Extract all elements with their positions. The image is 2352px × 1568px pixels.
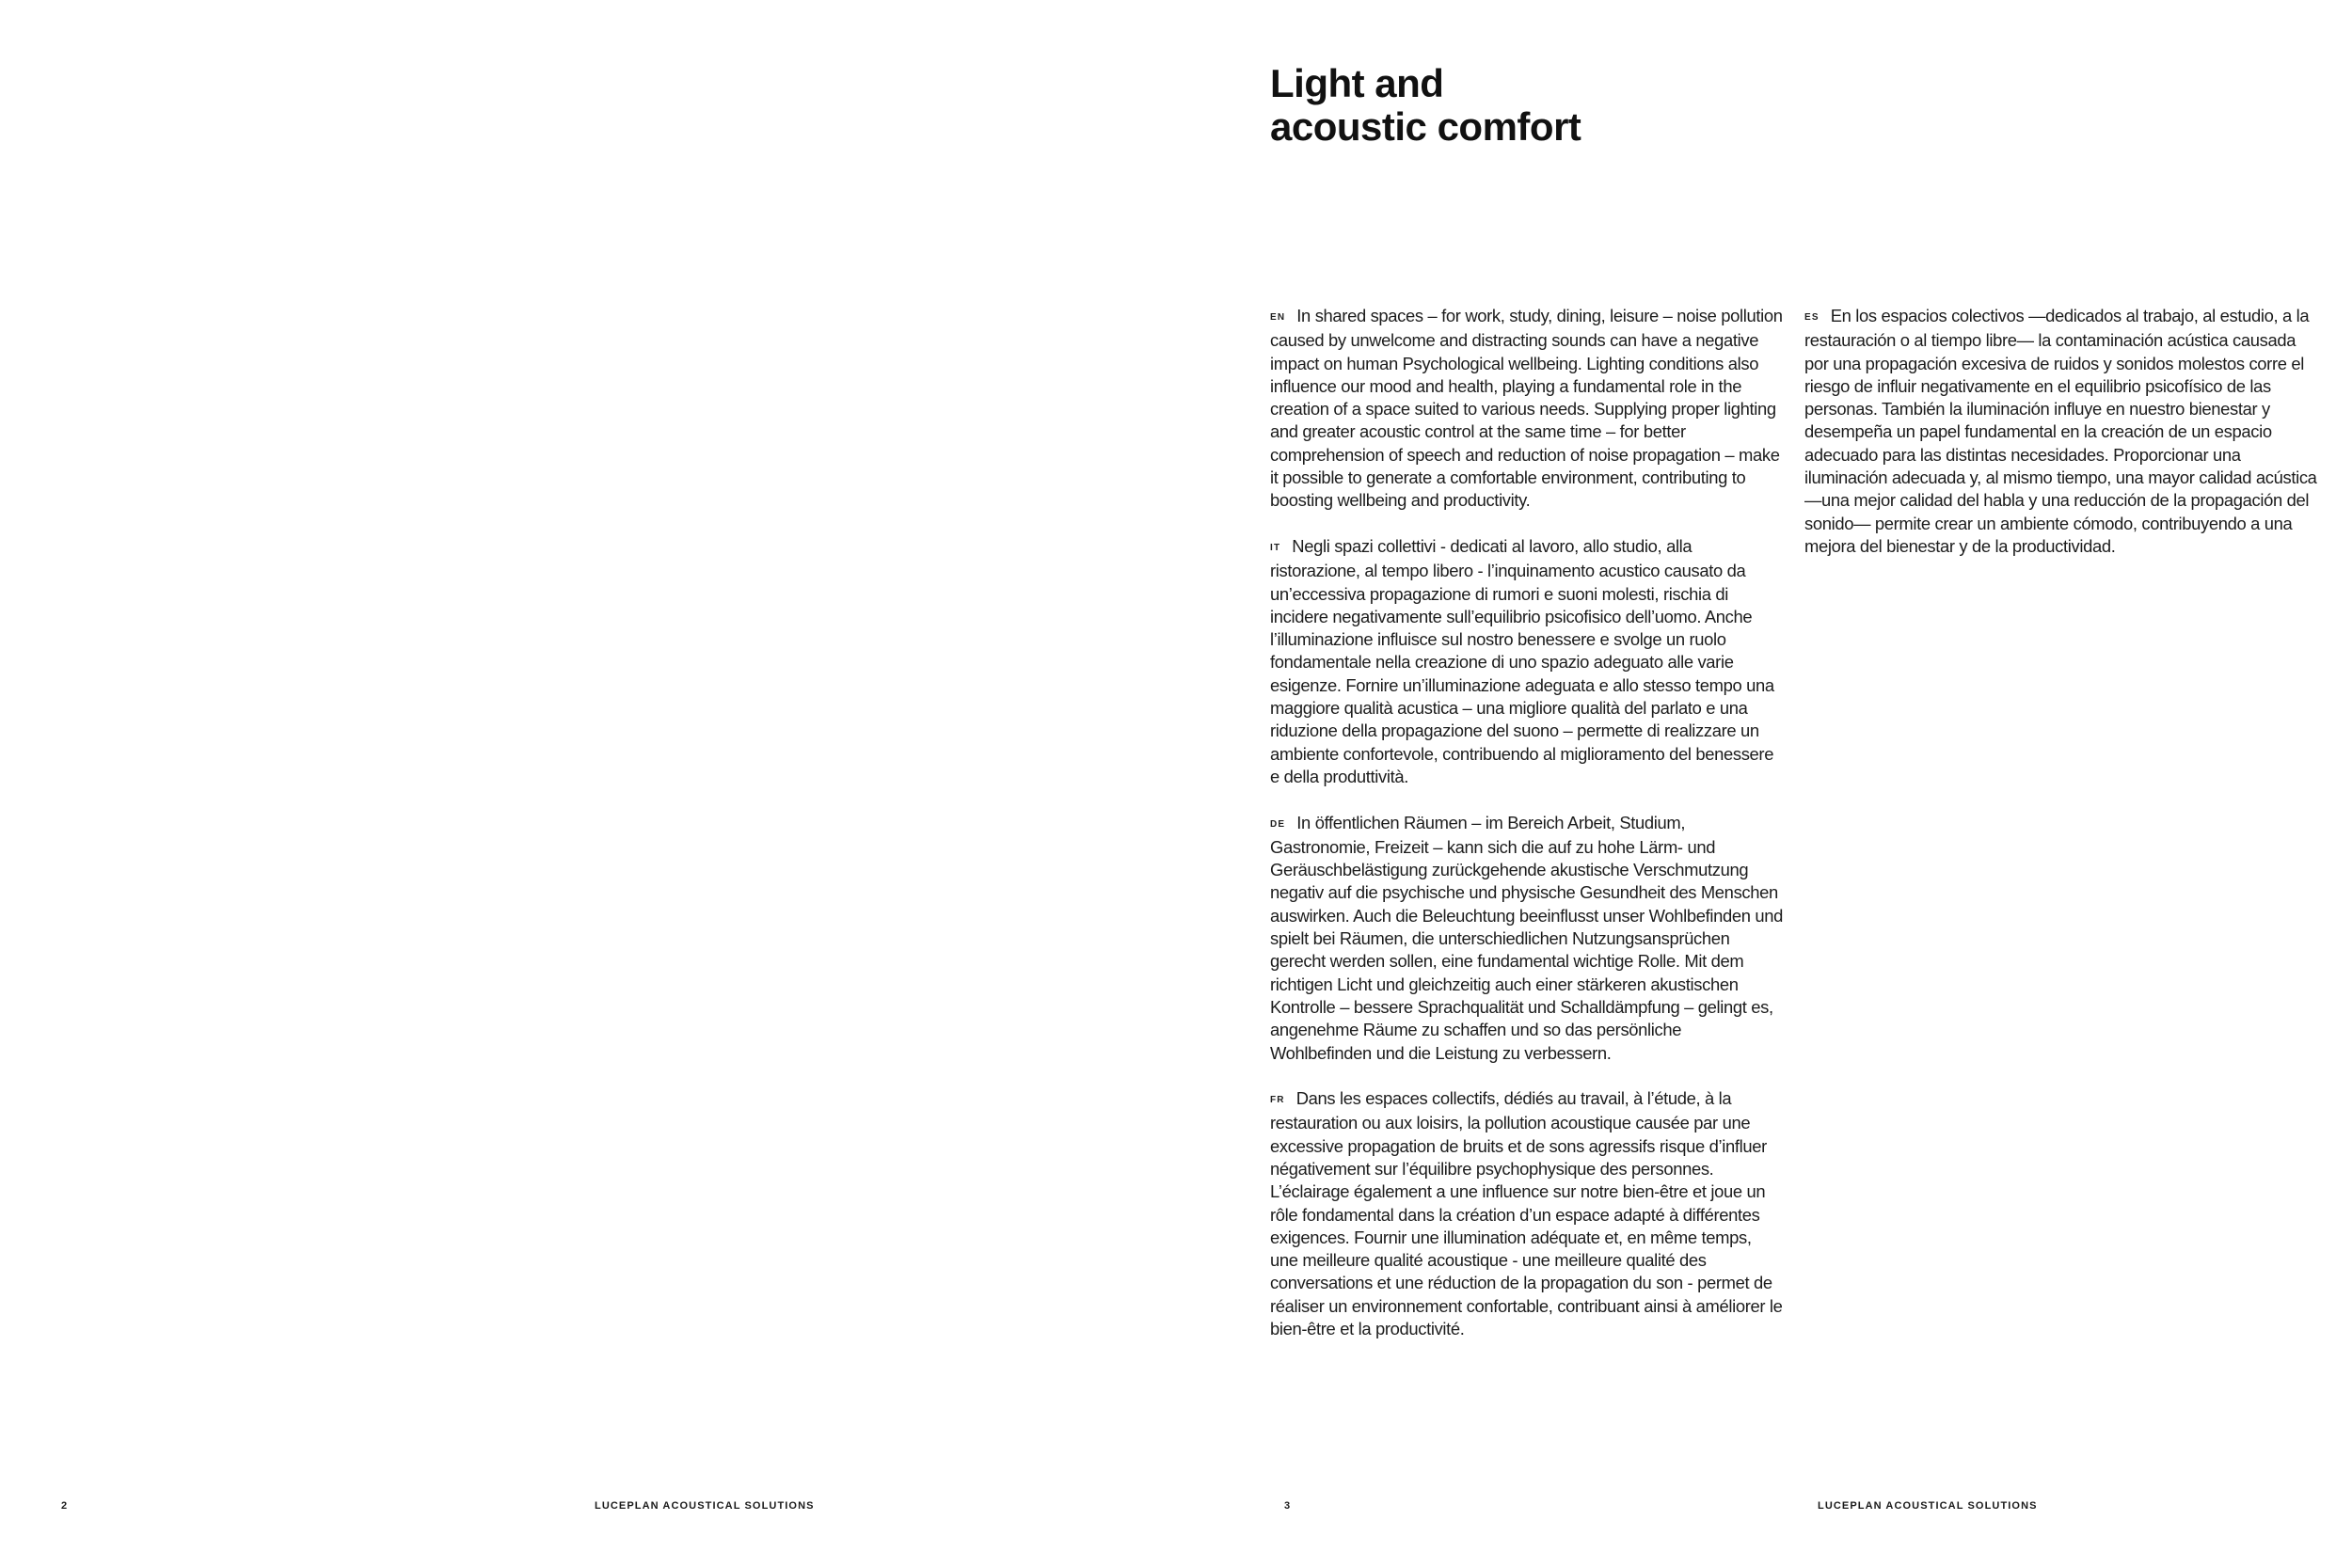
- section-en: [1270, 305, 1783, 513]
- title-line-2: acoustic comfort: [1270, 104, 1581, 149]
- footer-brand-left: LUCEPLAN ACOUSTICAL SOLUTIONS: [595, 1500, 815, 1512]
- section-de: [1270, 812, 1783, 1065]
- section-it: [1270, 535, 1783, 788]
- text-column-left: [1270, 305, 1783, 1364]
- section-de-text: In öffentlichen Räumen – im Bereich Arbeit, Studium, Gastronomie, Freizeit – kann sich die auf zu hohe Lärm- und Geräuschbelästigung zurückgehende akustische Verschmutzung negativ auf die psychische und physische Gesundheit des Menschen auswirken. Auch die Beleuchtung beeinflusst unser Wohlbefinden und spielt bei Räumen, die unterschiedlichen Nutzungsansprüchen gerecht werden sollen, eine fundamental wichtige Rolle. Mit dem richtigen Licht und gleichzeitig auch einer stärkeren akustischen Kontrolle – bessere Sprachqualität und Schalldämpfung – gelingt es, angenehme Räume zu schaffen und so das persönliche Wohlbefinden und die Leistung zu verbessern.: [1270, 812, 1784, 1063]
- language-tag-fr: FR: [1270, 1095, 1285, 1106]
- right-page: [1176, 0, 2352, 1568]
- title-line-1: Light and: [1270, 61, 1444, 105]
- section-fr: [1270, 1087, 1783, 1340]
- language-tag-en: EN: [1270, 312, 1286, 323]
- text-column-right: [1804, 305, 2317, 581]
- section-fr-text: Dans les espaces collectifs, dédiés au travail, à l’étude, à la restauration ou aux loisirs, la pollution acoustique causée par une excessive propagation de bruits et de sons agressifs risque d’influer négativement sur l’équilibre psychophysique des personnes. L’éclairage également a une influence sur notre bien-être et joue un rôle fondamental dans la création d’un espace adapté à différentes exigences. Fournir une illumination adéquate et, en même temps, une meilleure qualité acoustique - une meilleure qualité des conversations et une réduction de la propagation du son - permet de réaliser un environnement confortable, contribuant ainsi à améliorer le bien-être et la productivité.: [1270, 1088, 1783, 1339]
- page-number-left: 2: [61, 1500, 69, 1512]
- section-it-text: Negli spazi collettivi - dedicati al lavoro, allo studio, alla ristorazione, al tempo libero - l’inquinamento acustico causato da un’eccessiva propagazione di rumori e suoni molesti, rischia di incidere negativamente sull’equilibrio psicofisico dell’uomo. Anche l’illuminazione influisce sul nostro benessere e svolge un ruolo fondamentale nella creazione di uno spazio adeguato alle varie esigenze. Fornire un’illuminazione adeguata e allo stesso tempo una maggiore qualità acustica – una migliore qualità del parlato e una riduzione della propagazione del suono – permette di realizzare un ambiente confortevole, contribuendo al miglioramento del benessere e della produttività.: [1270, 535, 1774, 786]
- language-tag-it: IT: [1270, 542, 1281, 553]
- language-tag-es: ES: [1804, 312, 1820, 323]
- page-title: [1270, 62, 1929, 149]
- language-tag-de: DE: [1270, 818, 1286, 830]
- section-es: [1804, 305, 2317, 558]
- page-number-right: 3: [1284, 1500, 1292, 1512]
- footer-brand-right: LUCEPLAN ACOUSTICAL SOLUTIONS: [1818, 1500, 2038, 1512]
- section-en-text: In shared spaces – for work, study, dining, leisure – noise pollution caused by unwelcome and distracting sounds can have a negative impact on human Psychological wellbeing. Lighting conditions also influence our mood and health, playing a fundamental role in the creation of a space suited to various needs. Supplying proper lighting and greater acoustic control at the same time – for better comprehension of speech and reduction of noise propagation – make it possible to generate a comfortable environment, contributing to boosting wellbeing and productivity.: [1270, 306, 1783, 511]
- section-es-text: En los espacios colectivos —dedicados al trabajo, al estudio, a la restauración o al tiempo libre— la contaminación acústica causada por una propagación excesiva de ruidos y sonidos molestos corre el riesgo de influir negativamente en el equilibrio psicofísico de las personas. También la iluminación influye en nuestro bienestar y desempeña un papel fundamental en la creación de un espacio adecuado para las distintas necesidades. Proporcionar una iluminación adecuada y, al mismo tiempo, una mayor calidad acústica —una mejor calidad del habla y una reducción de la propagación del sonido— permite crear un ambiente cómodo, contribuyendo a una mejora del bienestar y de la productividad.: [1804, 306, 2317, 556]
